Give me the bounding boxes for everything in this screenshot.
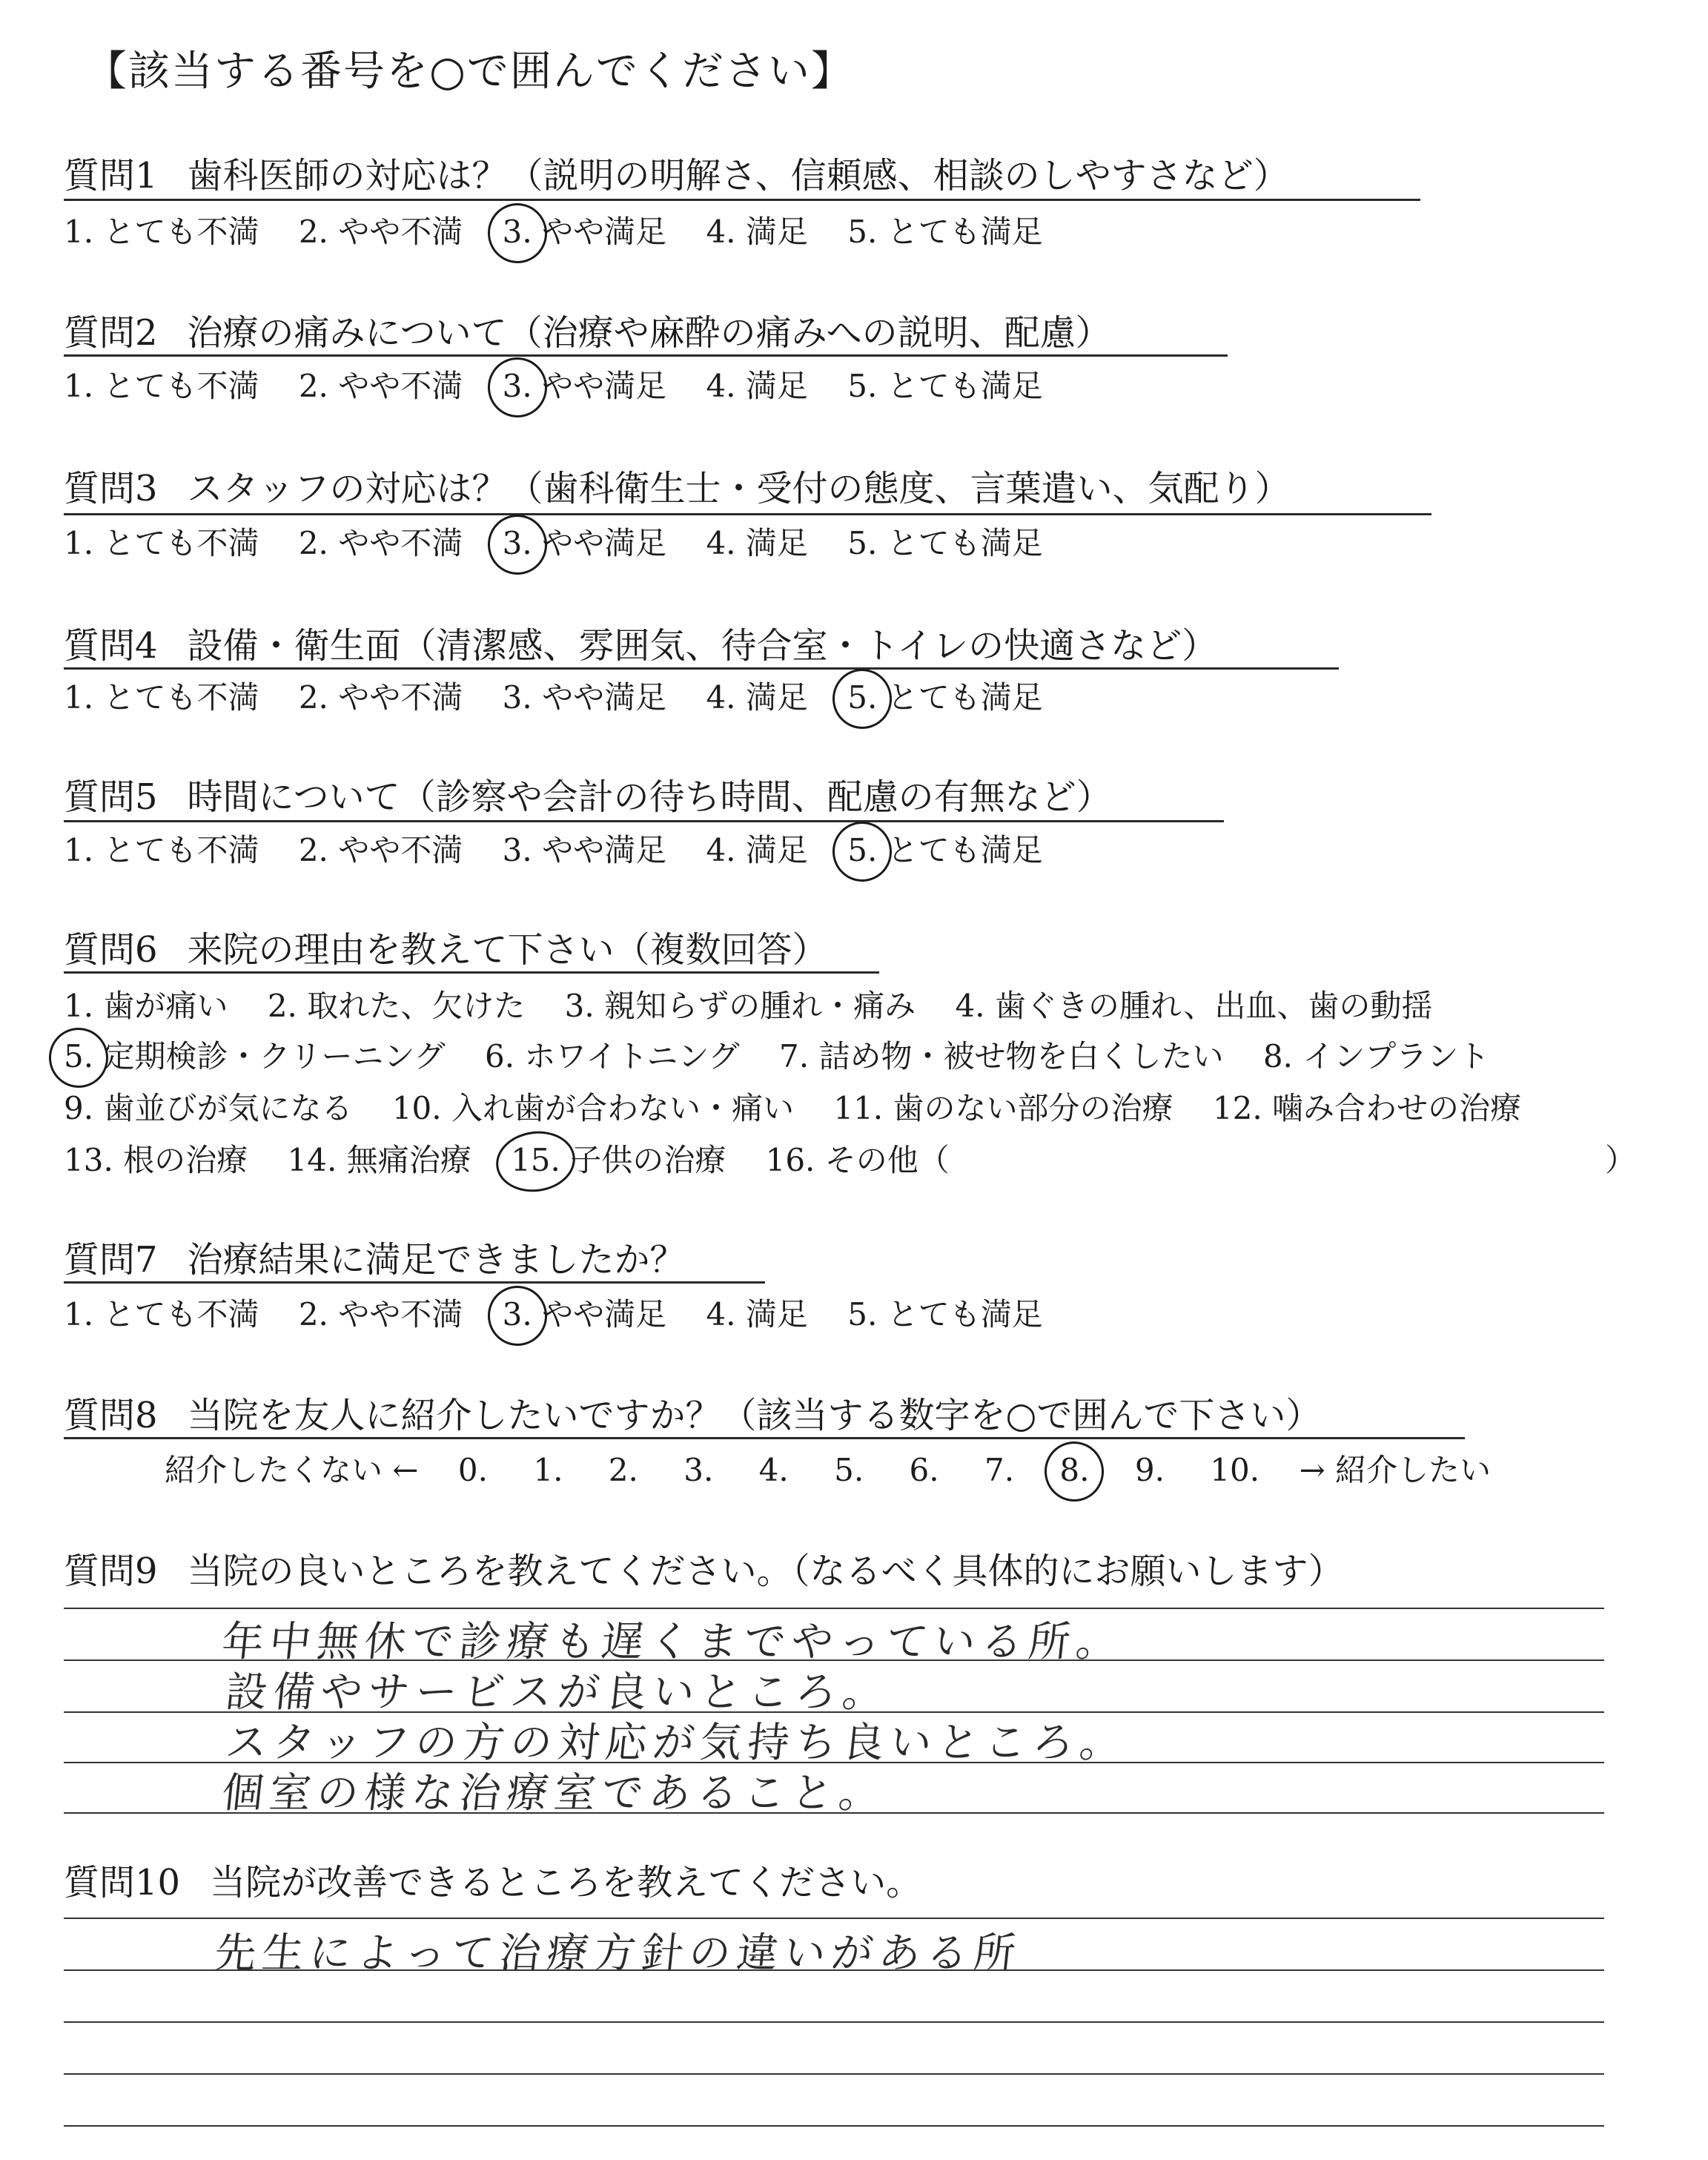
question-6-other-close: ）: [1605, 1142, 1637, 1178]
question-2-label: 質問2: [64, 312, 158, 354]
question-1-underline: [64, 199, 1420, 201]
question-3-selected[interactable]: 3.: [503, 525, 532, 561]
question-10-label: 質問10: [64, 1862, 181, 1903]
question-9-answer-2[interactable]: 設備やサービスが良いところ。: [223, 1668, 893, 1717]
question-6-label: 質問6: [64, 929, 158, 971]
question-7-text: 治療結果に満足できましたか？: [187, 1239, 686, 1281]
question-3-label: 質問3: [64, 468, 158, 509]
question-4: [64, 617, 1217, 668]
question-6-options-row-4[interactable]: 13. 根の治療 14. 無痛治療 15. 子供の治療 16. その他（: [64, 1136, 950, 1180]
answer-line: [64, 2073, 1604, 2075]
question-1-label: 質問1: [64, 155, 158, 196]
question-9-answer-3[interactable]: スタッフの方の対応が気持ち良いところ。: [223, 1719, 1130, 1767]
question-1-text: 歯科医師の対応は？（説明の明解さ、信頼感、相談のしやすさなど）: [187, 155, 1289, 196]
question-3: [64, 460, 1291, 511]
question-3-options[interactable]: 1. とても不満 2. やや不満 3. やや満足 4. 満足 5. とても満足: [64, 519, 1043, 564]
question-3-text: スタッフの対応は？（歯科衛生士・受付の態度、言葉遣い、気配り）: [187, 468, 1291, 509]
question-3-underline: [64, 513, 1431, 515]
question-8-selected[interactable]: 8.: [1059, 1452, 1089, 1488]
question-7-options[interactable]: 1. とても不満 2. やや不満 3. やや満足 4. 満足 5. とても満足: [64, 1290, 1043, 1335]
question-6-text: 来院の理由を教えて下さい（複数回答）: [187, 929, 828, 971]
question-4-text: 設備・衛生面（清潔感、雰囲気、待合室・トイレの快適さなど）: [187, 625, 1218, 667]
question-7-selected[interactable]: 3.: [503, 1296, 532, 1332]
question-4-options[interactable]: 1. とても不満 2. やや不満 3. やや満足 4. 満足 5. とても満足: [64, 673, 1043, 718]
question-8-label: 質問8: [64, 1395, 158, 1436]
question-10: [64, 1854, 921, 1905]
question-5-selected[interactable]: 5.: [847, 832, 877, 868]
question-4-underline: [64, 667, 1339, 670]
question-6-options-row-3[interactable]: 9. 歯並びが気になる 10. 入れ歯が合わない・痛い 11. 歯のない部分の治療 12. 噛み合わせの治療: [64, 1090, 1522, 1126]
question-9-text: 当院の良いところを教えてください。（なるべく具体的にお願いします）: [187, 1550, 1344, 1592]
question-8-right-label: → 紹介したい: [1299, 1452, 1491, 1488]
question-8-underline: [64, 1437, 1465, 1439]
question-4-label: 質問4: [64, 625, 158, 667]
question-7-underline: [64, 1281, 765, 1284]
question-6-selected-2[interactable]: 15.: [511, 1142, 560, 1178]
question-2: [64, 304, 1111, 355]
question-6-selected-1[interactable]: 5.: [64, 1038, 93, 1074]
question-6-underline: [64, 971, 879, 974]
question-6-options-row-2[interactable]: 5. 定期検診・クリーニング 6. ホワイトニング 7. 詰め物・被せ物を白くしたい 8. インプラント: [64, 1032, 1489, 1077]
answer-line: [64, 2021, 1604, 2023]
question-10-text: 当院が改善できるところを教えてください。: [210, 1862, 922, 1903]
question-9-answer-1[interactable]: 年中無休で診療も遅くまでやっている所。: [219, 1618, 1126, 1666]
question-8-scale[interactable]: 紹介したくない ← 0. 1. 2. 3. 4. 5. 6. 7. 8. 9. 10. → 紹介したい: [165, 1446, 1491, 1490]
answer-line: [64, 2125, 1604, 2127]
question-5: [64, 768, 1112, 819]
question-6-options-row-1[interactable]: 1. 歯が痛い 2. 取れた、欠けた 3. 親知らずの腫れ・痛み 4. 歯ぐきの腫れ、出血、歯の動揺: [64, 988, 1433, 1024]
question-1-options[interactable]: 1. とても不満 2. やや不満 3. やや満足 4. 満足 5. とても満足: [64, 208, 1043, 252]
question-9-answer-4[interactable]: 個室の様な治療室であること。: [219, 1769, 889, 1817]
question-1-selected[interactable]: 3.: [503, 214, 532, 250]
question-5-label: 質問5: [64, 776, 158, 818]
question-8: [64, 1387, 1321, 1438]
answer-line: [64, 1918, 1604, 1919]
question-2-selected[interactable]: 3.: [503, 368, 532, 404]
question-5-underline: [64, 820, 1224, 822]
question-9: [64, 1542, 1344, 1593]
question-6: [64, 921, 828, 972]
question-5-options[interactable]: 1. とても不満 2. やや不満 3. やや満足 4. 満足 5. とても満足: [64, 826, 1043, 871]
question-4-selected[interactable]: 5.: [847, 679, 877, 716]
question-5-text: 時間について（診察や会計の待ち時間、配慮の有無など）: [187, 776, 1112, 818]
page-title: 【該当する番号を○で囲んでください】: [85, 47, 854, 96]
question-8-left-label: 紹介したくない ←: [165, 1452, 419, 1488]
question-7-label: 質問7: [64, 1239, 158, 1281]
question-9-label: 質問9: [64, 1550, 158, 1592]
question-8-text: 当院を友人に紹介したいですか？（該当する数字を○で囲んで下さい）: [187, 1395, 1322, 1436]
question-2-underline: [64, 354, 1228, 357]
question-10-answer-1[interactable]: 先生によって治療方針の違いがある所: [212, 1929, 1024, 1978]
question-1: [64, 147, 1289, 198]
question-2-options[interactable]: 1. とても不満 2. やや不満 3. やや満足 4. 満足 5. とても満足: [64, 362, 1043, 406]
question-2-text: 治療の痛みについて（治療や麻酔の痛みへの説明、配慮）: [187, 312, 1111, 354]
question-7: [64, 1231, 686, 1282]
